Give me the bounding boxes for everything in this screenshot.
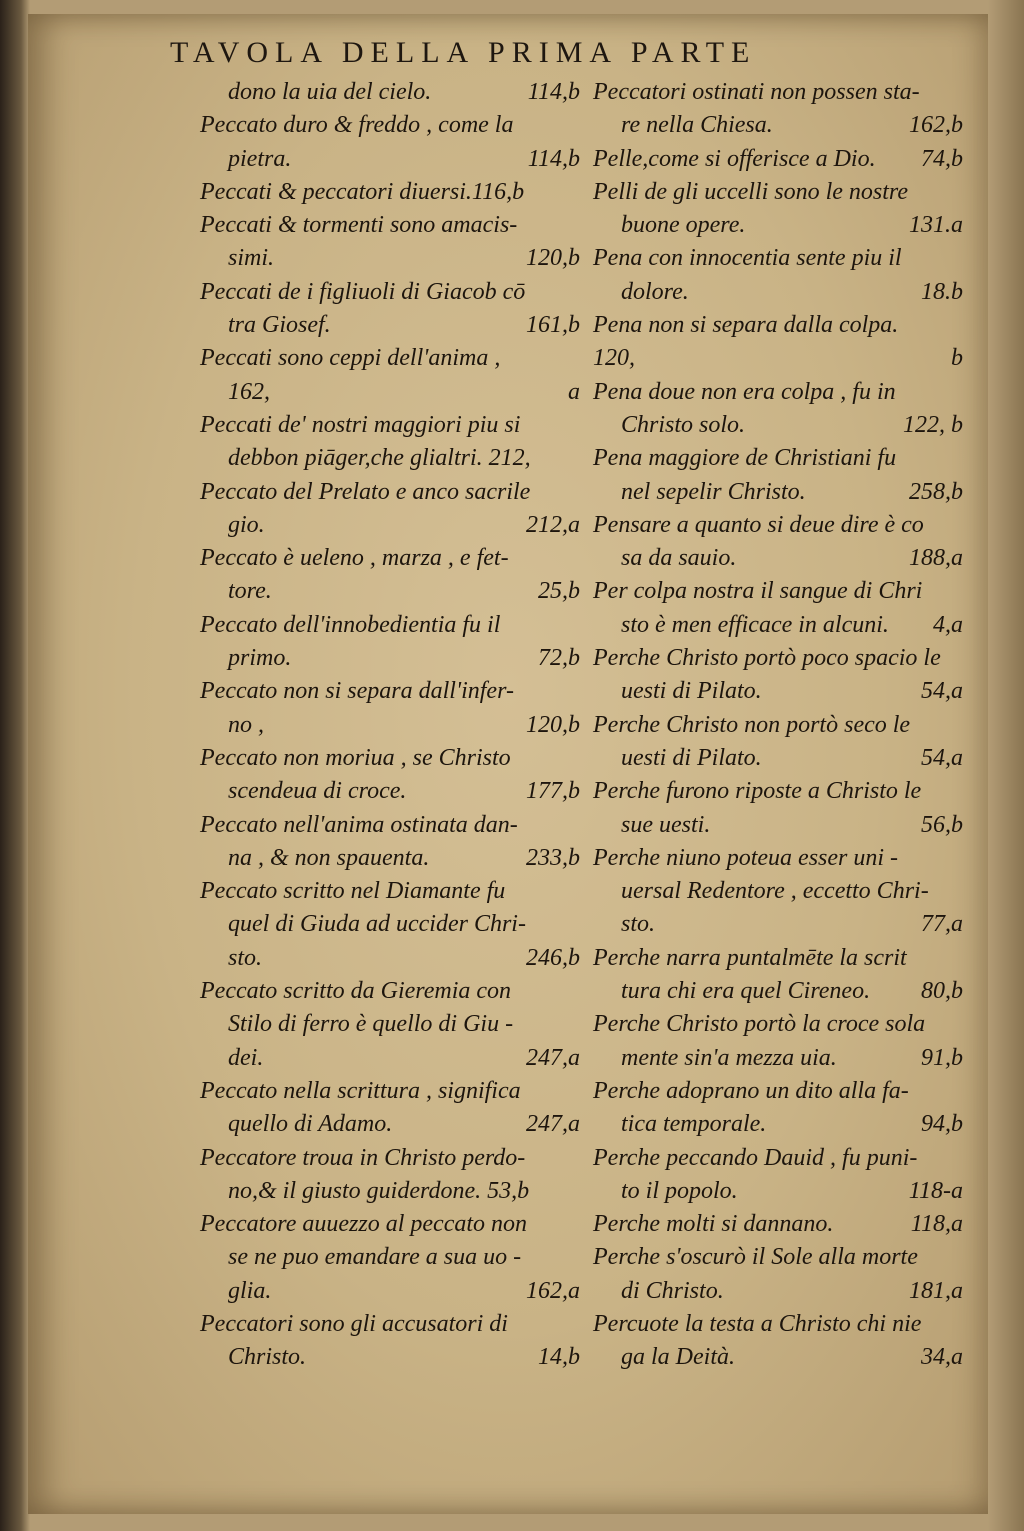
index-entry-line bbox=[200, 109, 580, 142]
index-entry-line bbox=[593, 1142, 963, 1175]
entry-text: scendeua di croce. bbox=[228, 778, 407, 805]
index-entry-line bbox=[200, 476, 580, 509]
index-entry-line bbox=[593, 942, 963, 975]
index-entry-line bbox=[200, 1175, 580, 1208]
entry-text: no , bbox=[228, 711, 264, 738]
index-entry-line bbox=[200, 276, 580, 309]
index-entry-line bbox=[593, 1108, 963, 1141]
index-entry-line bbox=[593, 242, 963, 275]
index-entry-line bbox=[200, 209, 580, 242]
entry-text: dono la uia del cielo. bbox=[228, 79, 432, 105]
page-reference: 177,b bbox=[526, 778, 580, 805]
index-entry-line bbox=[593, 609, 963, 642]
index-entry-line bbox=[593, 209, 963, 242]
page-reference: a bbox=[568, 378, 580, 405]
entry-text: Peccato nell'anima ostinata dan- bbox=[200, 811, 518, 838]
entry-text: Perche narra puntalmēte la scrit bbox=[593, 944, 907, 971]
entry-text: ga la Deità. bbox=[621, 1344, 735, 1371]
entry-text: Peccato è ueleno , marza , e fet- bbox=[200, 545, 509, 572]
entry-text: simi. bbox=[228, 245, 275, 272]
entry-text: Pena con innocentia sente piu il bbox=[593, 245, 902, 272]
entry-text: Peccato scritto nel Diamante fu bbox=[200, 878, 506, 905]
index-entry-line bbox=[200, 809, 580, 842]
index-entry-line bbox=[593, 143, 963, 176]
index-entry-line bbox=[200, 1075, 580, 1108]
index-column-right bbox=[593, 76, 963, 1375]
entry-text: dolore. bbox=[621, 278, 689, 305]
index-entry-line bbox=[593, 775, 963, 808]
book-gutter-shadow bbox=[0, 0, 30, 1531]
index-entry-line bbox=[200, 975, 580, 1008]
page-reference: 114,b bbox=[527, 145, 580, 172]
index-entry-line bbox=[200, 542, 580, 575]
page-reference: 118,a bbox=[910, 1211, 963, 1238]
entry-text: quello di Adamo. bbox=[228, 1111, 393, 1138]
page-reference: 77,a bbox=[921, 911, 963, 938]
entry-text: Peccati & peccatori diuersi.116,b bbox=[200, 178, 525, 205]
page-reference: 131.a bbox=[909, 212, 963, 239]
entry-text: tica temporale. bbox=[621, 1111, 767, 1138]
index-entry-line bbox=[200, 1042, 580, 1075]
index-entry-line bbox=[200, 242, 580, 275]
entry-text: to il popolo. bbox=[621, 1177, 738, 1204]
page-reference: 188,a bbox=[909, 545, 963, 572]
index-entry-line bbox=[200, 409, 580, 442]
entry-text: sto. bbox=[621, 911, 656, 938]
index-entry-line bbox=[593, 442, 963, 475]
entry-text: Peccato non moriua , se Christo bbox=[200, 744, 511, 771]
entry-text: Perche molti si dannano. bbox=[593, 1211, 834, 1238]
index-entry-line bbox=[593, 76, 963, 109]
index-entry-line bbox=[593, 176, 963, 209]
page-reference: 118-a bbox=[908, 1177, 963, 1204]
entry-text: Perche adoprano un dito alla fa- bbox=[593, 1077, 909, 1104]
index-entry-line bbox=[593, 309, 963, 342]
entry-text: uersal Redentore , eccetto Chri- bbox=[621, 878, 929, 905]
page-reference: 247,a bbox=[526, 1111, 580, 1138]
index-entry-line bbox=[593, 875, 963, 908]
entry-text: Peccati de' nostri maggiori piu si bbox=[200, 411, 521, 438]
entry-text: glia. bbox=[228, 1277, 272, 1304]
entry-text: uesti di Pilato. bbox=[621, 744, 762, 771]
entry-text: tra Giosef. bbox=[228, 312, 331, 339]
index-entry-line bbox=[200, 1008, 580, 1041]
entry-text: se ne puo emandare a sua uo - bbox=[228, 1244, 522, 1271]
index-entry-line bbox=[200, 1142, 580, 1175]
index-column-left bbox=[200, 76, 580, 1375]
page-reference: 56,b bbox=[921, 811, 963, 838]
index-entry-line bbox=[593, 642, 963, 675]
entry-text: sue uesti. bbox=[621, 811, 711, 838]
entry-text: re nella Chiesa. bbox=[621, 112, 773, 139]
index-entry-line bbox=[593, 409, 963, 442]
index-entry-line bbox=[593, 709, 963, 742]
index-entry-line bbox=[200, 875, 580, 908]
entry-text: tore. bbox=[228, 578, 272, 605]
entry-text: Christo. bbox=[228, 1344, 307, 1371]
index-entry-line bbox=[593, 1341, 963, 1374]
index-entry-line bbox=[200, 342, 580, 375]
page-reference: 233,b bbox=[526, 844, 580, 871]
index-entry-line bbox=[593, 742, 963, 775]
entry-text: 162, bbox=[228, 378, 270, 405]
entry-text: sto è men efficace in alcuni. bbox=[621, 611, 889, 638]
index-entry-line bbox=[200, 609, 580, 642]
index-entry-line bbox=[593, 1208, 963, 1241]
entry-text: Pena doue non era colpa , fu in bbox=[593, 378, 896, 405]
page-reference: 4,a bbox=[933, 611, 963, 638]
index-entry-line bbox=[200, 1275, 580, 1308]
entry-text: Peccati & tormenti sono amacis- bbox=[200, 212, 518, 239]
entry-text: Peccati sono ceppi dell'anima , bbox=[200, 345, 501, 372]
entry-text: Peccatori sono gli accusatori di bbox=[200, 1310, 508, 1337]
page-reference: 161,b bbox=[526, 312, 580, 339]
entry-text: Perche s'oscurò il Sole alla morte bbox=[593, 1244, 918, 1271]
entry-text: quel di Giuda ad uccider Chri- bbox=[228, 911, 526, 938]
page-reference: 258,b bbox=[909, 478, 963, 505]
index-entry-line bbox=[593, 542, 963, 575]
entry-text: Peccato duro & freddo , come la bbox=[200, 112, 514, 139]
entry-text: debbon piāger,che glialtri. 212, bbox=[228, 445, 531, 472]
index-entry-line bbox=[200, 675, 580, 708]
index-entry-line bbox=[200, 842, 580, 875]
entry-text: Perche peccando Dauid , fu puni- bbox=[593, 1144, 918, 1171]
page-reference: 162,a bbox=[526, 1277, 580, 1304]
entry-text: Peccato dell'innobedientia fu il bbox=[200, 611, 501, 638]
entry-text: pietra. bbox=[228, 145, 292, 172]
entry-text: Peccatori ostinati non possen sta- bbox=[593, 79, 920, 105]
page-reference: 25,b bbox=[538, 578, 580, 605]
index-entry-line bbox=[200, 742, 580, 775]
running-header: TAVOLA DELLA PRIMA PARTE bbox=[170, 36, 757, 69]
entry-text: Per colpa nostra il sangue di Chri bbox=[593, 578, 923, 605]
entry-text: Peccato nella scrittura , significa bbox=[200, 1077, 521, 1104]
entry-text: no,& il giusto guiderdone. 53,b bbox=[228, 1177, 530, 1204]
index-entry-line bbox=[593, 276, 963, 309]
entry-text: 120, bbox=[593, 345, 635, 372]
index-entry-line bbox=[200, 1341, 580, 1374]
entry-text: di Christo. bbox=[621, 1277, 724, 1304]
index-entry-line bbox=[200, 442, 580, 475]
index-entry-line bbox=[200, 775, 580, 808]
page-reference: 94,b bbox=[921, 1111, 963, 1138]
page-reference: 162,b bbox=[909, 112, 963, 139]
index-entry-line bbox=[593, 376, 963, 409]
index-entry-line bbox=[593, 1175, 963, 1208]
index-entry-line bbox=[593, 1075, 963, 1108]
entry-text: sa da sauio. bbox=[621, 545, 737, 572]
index-entry-line bbox=[593, 342, 963, 375]
entry-text: Peccatore auuezzo al peccato non bbox=[200, 1211, 528, 1238]
page-reference: 72,b bbox=[538, 645, 580, 672]
entry-text: Pelle,come si offerisce a Dio. bbox=[593, 145, 876, 172]
page-reference: 54,a bbox=[921, 744, 963, 771]
entry-text: Stilo di ferro è quello di Giu - bbox=[228, 1011, 514, 1038]
index-entry-line bbox=[593, 109, 963, 142]
entry-text: Perche niuno poteua esser uni - bbox=[593, 844, 899, 871]
entry-text: mente sin'a mezza uia. bbox=[621, 1044, 837, 1071]
index-entry-line bbox=[200, 575, 580, 608]
index-entry-line bbox=[593, 1042, 963, 1075]
index-entry-line bbox=[593, 1275, 963, 1308]
index-entry-line bbox=[200, 1241, 580, 1274]
index-entry-line bbox=[593, 575, 963, 608]
index-entry-line bbox=[593, 908, 963, 941]
index-entry-line bbox=[200, 642, 580, 675]
page-reference: 120,b bbox=[526, 245, 580, 272]
index-entry-line bbox=[200, 176, 580, 209]
entry-text: Pelli de gli uccelli sono le nostre bbox=[593, 178, 909, 205]
entry-text: nel sepelir Christo. bbox=[621, 478, 806, 505]
page-reference: 181,a bbox=[909, 1277, 963, 1304]
index-entry-line bbox=[200, 942, 580, 975]
page-reference: 114,b bbox=[527, 79, 580, 105]
entry-text: Peccato del Prelato e anco sacrile bbox=[200, 478, 531, 505]
page-reference: 91,b bbox=[921, 1044, 963, 1071]
entry-text: tura chi era quel Cireneo. bbox=[621, 978, 871, 1005]
index-entry-line bbox=[200, 908, 580, 941]
page-reference: 74,b bbox=[921, 145, 963, 172]
entry-text: Percuote la testa a Christo chi nie bbox=[593, 1310, 922, 1337]
page-reference: 34,a bbox=[921, 1344, 963, 1371]
page-reference: 80,b bbox=[921, 978, 963, 1005]
index-entry-line bbox=[200, 376, 580, 409]
entry-text: Peccato scritto da Gieremia con bbox=[200, 978, 512, 1005]
page-reference: 246,b bbox=[526, 944, 580, 971]
entry-text: Perche Christo portò poco spacio le bbox=[593, 645, 941, 672]
entry-text: na , & non spauenta. bbox=[228, 844, 430, 871]
index-entry-line bbox=[200, 509, 580, 542]
entry-text: Peccato non si separa dall'infer- bbox=[200, 678, 514, 705]
entry-text: Christo solo. bbox=[621, 411, 746, 438]
entry-text: primo. bbox=[228, 645, 292, 672]
entry-text: Pena maggiore de Christiani fu bbox=[593, 445, 897, 472]
index-entry-line bbox=[200, 709, 580, 742]
entry-text: uesti di Pilato. bbox=[621, 678, 762, 705]
entry-text: sto. bbox=[228, 944, 263, 971]
page-reference: 120,b bbox=[526, 711, 580, 738]
page-reference: 212,a bbox=[526, 511, 580, 538]
page-reference: 122, b bbox=[903, 411, 963, 438]
entry-text: gio. bbox=[228, 511, 265, 538]
index-entry-line bbox=[593, 675, 963, 708]
page-edge bbox=[988, 0, 1024, 1531]
page-reference: b bbox=[951, 345, 963, 372]
entry-text: buone opere. bbox=[621, 212, 746, 239]
index-entry-line bbox=[593, 1241, 963, 1274]
index-entry-line bbox=[593, 809, 963, 842]
entry-text: Perche Christo non portò seco le bbox=[593, 711, 911, 738]
index-entry-line bbox=[200, 309, 580, 342]
index-entry-line bbox=[200, 1308, 580, 1341]
index-entry-line bbox=[593, 842, 963, 875]
index-entry-line bbox=[200, 1208, 580, 1241]
index-entry-line bbox=[593, 1008, 963, 1041]
index-entry-line bbox=[593, 509, 963, 542]
entry-text: Perche Christo portò la croce sola bbox=[593, 1011, 926, 1038]
page-reference: 14,b bbox=[538, 1344, 580, 1371]
page-reference: 247,a bbox=[526, 1044, 580, 1071]
entry-text: Pensare a quanto si deue dire è co bbox=[593, 511, 924, 538]
index-entry-line bbox=[200, 76, 580, 109]
entry-text: Pena non si separa dalla colpa. bbox=[593, 312, 899, 339]
entry-text: Perche furono riposte a Christo le bbox=[593, 778, 922, 805]
index-entry-line bbox=[593, 476, 963, 509]
entry-text: Peccati de i figliuoli di Giacob cō bbox=[200, 278, 526, 305]
index-entry-line bbox=[200, 1108, 580, 1141]
index-entry-line bbox=[200, 143, 580, 176]
index-entry-line bbox=[593, 1308, 963, 1341]
entry-text: Peccatore troua in Christo perdo- bbox=[200, 1144, 526, 1171]
entry-text: dei. bbox=[228, 1044, 264, 1071]
index-entry-line bbox=[593, 975, 963, 1008]
page-reference: 18.b bbox=[921, 278, 963, 305]
page-reference: 54,a bbox=[921, 678, 963, 705]
